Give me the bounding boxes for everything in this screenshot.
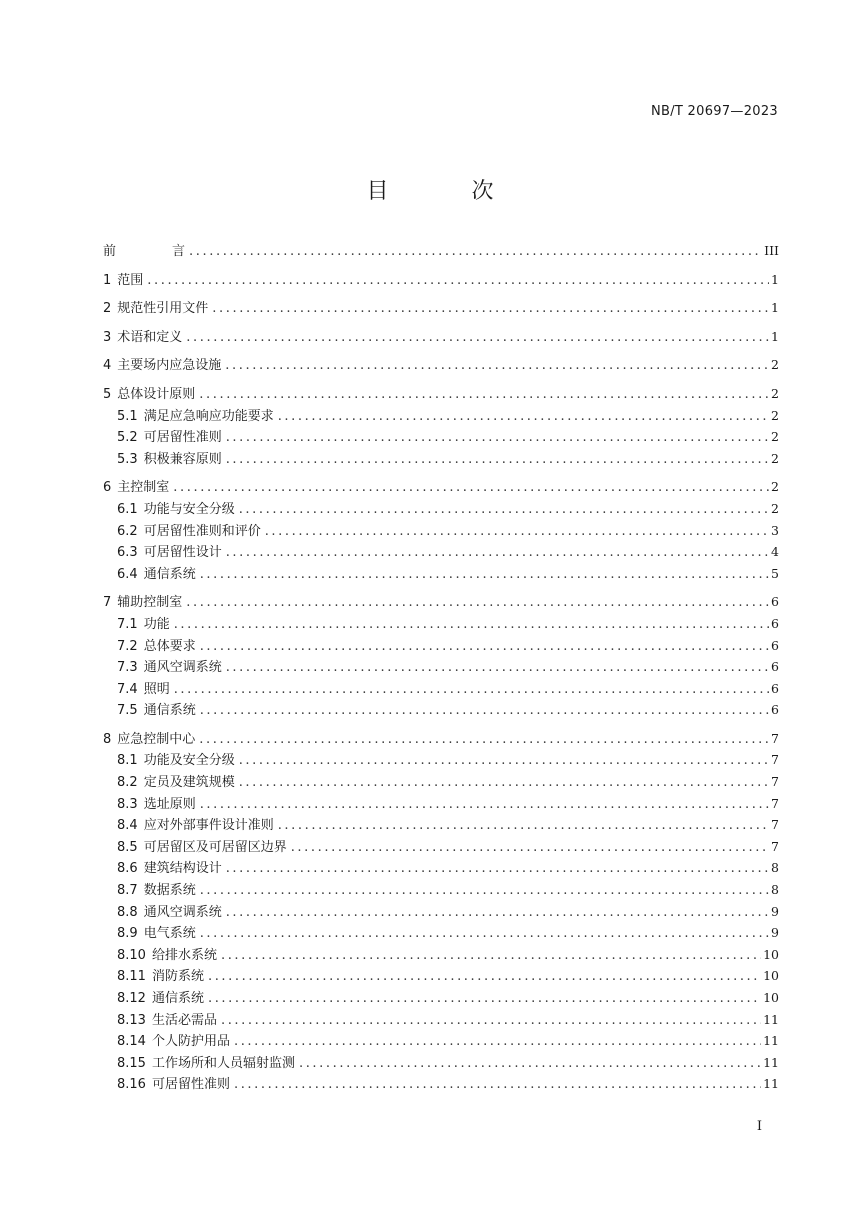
toc-leader-dots	[221, 945, 761, 966]
toc-entry-label: 通信系统	[151, 991, 204, 1006]
toc-entry[interactable]	[103, 749, 779, 771]
toc-entry-page: 7	[771, 730, 779, 746]
toc-entry[interactable]	[103, 613, 779, 635]
toc-entry-number: 5	[103, 386, 112, 402]
toc-leader-dots	[226, 542, 769, 563]
toc-leader-dots	[147, 270, 769, 291]
toc-leader-dots	[208, 966, 761, 987]
page-number: I	[756, 1119, 762, 1134]
toc-entry-page: 10	[763, 946, 779, 962]
toc-entry-page: 7	[771, 774, 779, 790]
toc-entry[interactable]	[103, 699, 779, 721]
toc-entry-label: 功能及安全分级	[143, 753, 235, 769]
toc-leader-dots	[226, 657, 769, 678]
toc-entry-label: 积极兼容原则	[143, 451, 222, 467]
toc-entry-number: 5.3	[117, 451, 138, 467]
toc-entry-page: 6	[771, 615, 779, 631]
toc-entry-label: 给排水系统	[151, 947, 217, 963]
toc-entry-label: 术语和定义	[117, 329, 183, 345]
toc-leader-dots	[225, 355, 769, 376]
toc-entry[interactable]	[103, 520, 779, 542]
toc-entry[interactable]	[103, 354, 779, 376]
toc-leader-dots	[208, 988, 761, 1009]
toc-entry[interactable]	[103, 793, 779, 815]
toc-entry[interactable]	[103, 965, 779, 987]
toc-entry-page: 10	[763, 990, 779, 1005]
toc-leader-dots	[173, 477, 769, 498]
toc-entry-label: 功能	[143, 616, 170, 632]
toc-entry-page: 4	[771, 544, 779, 560]
toc-entry-number: 6.2	[117, 523, 138, 539]
toc-entry-page: 9	[771, 925, 779, 941]
toc-entry[interactable]	[103, 498, 779, 520]
toc-entry-label: 生活必需品	[151, 1012, 217, 1028]
toc-entry[interactable]	[103, 901, 779, 923]
toc-entry-page: 1	[771, 328, 779, 344]
toc-leader-dots	[200, 636, 769, 657]
toc-entry-number: 8.11	[117, 969, 146, 985]
toc-entry[interactable]	[103, 987, 779, 1009]
toc-entry[interactable]	[103, 879, 779, 901]
toc-leader-dots	[199, 729, 769, 750]
toc-entry-number: 8.4	[117, 818, 138, 834]
toc-leader-dots	[200, 880, 769, 901]
toc-entry[interactable]	[103, 922, 779, 944]
toc-entry-number: 7.3	[117, 660, 138, 676]
toc-entry-page: 6	[771, 659, 779, 675]
toc-entry-number: 6.4	[117, 566, 138, 582]
toc-entry-page: 2	[771, 429, 779, 445]
toc-entry-label: 建筑结构设计	[143, 861, 222, 877]
toc-entry-label: 通风空调系统	[143, 904, 222, 920]
toc-entry-number: 5.2	[117, 430, 138, 446]
toc-entry-page: 5	[771, 565, 779, 581]
toc-entry-page: 6	[771, 637, 779, 653]
toc-entry[interactable]	[103, 563, 779, 585]
toc-entry-label: 总体要求	[143, 638, 196, 654]
toc-entry-number: 3	[103, 329, 112, 345]
toc-entry-page: 2	[771, 385, 779, 401]
toc-entry-number: 7.1	[117, 616, 138, 632]
toc-entry-number: 4	[103, 358, 112, 374]
toc-leader-dots	[174, 679, 769, 700]
toc-entry[interactable]	[103, 297, 779, 319]
toc-leader-dots	[234, 1031, 761, 1052]
toc-entry-label: 可居留性准则	[143, 430, 222, 446]
toc-entry[interactable]	[103, 541, 779, 563]
toc-entry-number: 8.15	[117, 1055, 146, 1071]
toc-entry[interactable]	[103, 326, 779, 348]
toc-entry-label: 应急控制中心	[117, 731, 196, 747]
toc-entry-label: 应对外部事件设计准则	[143, 818, 274, 834]
toc-entry-page: 7	[771, 752, 779, 768]
toc-leader-dots	[239, 499, 769, 520]
toc-entry-page: 6	[771, 702, 779, 718]
toc-entry[interactable]	[103, 678, 779, 700]
toc-entry-page: 11	[763, 1054, 779, 1070]
document-code: NB/T 20697—2023	[650, 104, 778, 119]
toc-entry-page: 1	[771, 300, 779, 316]
toc-entry-number: 8.5	[117, 839, 138, 855]
toc-entry-number: 8.3	[117, 796, 138, 812]
toc-entry-number: 8.7	[117, 883, 138, 899]
toc-entry[interactable]	[103, 836, 779, 858]
toc-entry-page: 7	[771, 838, 779, 854]
toc-leader-dots	[189, 241, 762, 262]
toc-leader-dots	[226, 902, 769, 923]
toc-entry-number: 7.2	[117, 638, 138, 654]
toc-entry-label: 数据系统	[143, 883, 196, 899]
toc-entry-page: 8	[771, 860, 779, 876]
toc-entry-page: 8	[771, 882, 779, 898]
toc-leader-dots	[200, 794, 769, 815]
toc-entry[interactable]	[103, 240, 779, 262]
toc-leader-dots	[234, 1074, 761, 1095]
toc-entry-number: 6.3	[117, 545, 138, 561]
toc-leader-dots	[291, 837, 769, 858]
toc-leader-dots	[212, 298, 769, 319]
toc-leader-dots	[278, 406, 769, 427]
toc-entry[interactable]	[103, 771, 779, 793]
toc-entry-page: 10	[763, 968, 779, 984]
toc-leader-dots	[226, 449, 769, 470]
toc-entry[interactable]	[103, 1052, 779, 1074]
toc-entry-page: 3	[771, 522, 779, 538]
toc-entry-label: 通信系统	[143, 703, 196, 719]
toc-entry-number: 前	[103, 244, 117, 259]
toc-leader-dots	[226, 858, 769, 879]
toc-entry-label: 可居留性设计	[143, 545, 222, 561]
toc-entry[interactable]	[103, 656, 779, 678]
toc-entry[interactable]	[103, 857, 779, 879]
toc-entry-page: 9	[771, 903, 779, 919]
toc-entry[interactable]	[103, 728, 779, 750]
toc-entry[interactable]	[103, 383, 779, 405]
toc-leader-dots	[299, 1053, 761, 1074]
toc-leader-dots	[200, 564, 769, 585]
toc-leader-dots	[221, 1010, 761, 1031]
toc-entry-number: 7.5	[117, 703, 138, 719]
toc-entry-label: 可居留性准则和评价	[143, 523, 261, 539]
toc-entry[interactable]	[103, 1009, 779, 1031]
toc-entry-number: 8.8	[117, 904, 138, 920]
toc-entry[interactable]	[103, 476, 779, 498]
toc-entry-label: 言	[172, 244, 186, 259]
toc-entry-page: 7	[771, 817, 779, 833]
toc-entry-number: 8.13	[117, 1012, 146, 1028]
toc-entry[interactable]	[103, 814, 779, 836]
toc-entry-page: 11	[763, 1011, 779, 1027]
toc-entry-label: 总体设计原则	[117, 386, 196, 402]
toc-entry-label: 定员及建筑规模	[143, 775, 235, 791]
toc-entry-number: 8.6	[117, 861, 138, 877]
toc-leader-dots	[199, 384, 769, 405]
toc-entry-number: 6.1	[117, 501, 138, 517]
toc-entry-page: 6	[771, 680, 779, 696]
toc-entry[interactable]	[103, 1073, 779, 1095]
toc-entry-number: 7	[103, 595, 112, 611]
toc-entry-label: 照明	[143, 681, 170, 697]
toc-leader-dots	[186, 592, 769, 613]
toc-entry[interactable]	[103, 1030, 779, 1052]
toc-entry[interactable]	[103, 944, 779, 966]
toc-entry-number: 8.9	[117, 926, 138, 942]
toc-entry-label: 通风空调系统	[143, 660, 222, 676]
toc-entry-label: 可居留性准则	[151, 1077, 230, 1093]
toc-entry-label: 规范性引用文件	[117, 301, 209, 317]
toc-entry-label: 通信系统	[143, 566, 196, 582]
toc-entry-label: 电气系统	[143, 926, 196, 942]
toc-entry[interactable]	[103, 448, 779, 470]
toc-entry-page: III	[764, 243, 779, 258]
toc-entry-label: 个人防护用品	[151, 1034, 230, 1050]
toc-entry[interactable]	[103, 426, 779, 448]
toc-entry-label: 可居留区及可居留区边界	[143, 839, 287, 855]
toc-entry-label: 满足应急响应功能要求	[143, 408, 274, 424]
toc-entry-number: 8	[103, 731, 112, 747]
toc-entry[interactable]	[103, 405, 779, 427]
toc-entry-number: 2	[103, 301, 112, 317]
toc-entry-number: 6	[103, 480, 112, 496]
toc-entry-label: 主控制室	[117, 480, 170, 496]
toc-entry-number: 1	[103, 272, 112, 288]
toc-entry[interactable]	[103, 269, 779, 291]
toc-entry-number: 5.1	[117, 408, 138, 424]
toc-entry-page: 2	[771, 450, 779, 466]
toc-leader-dots	[239, 772, 769, 793]
toc-leader-dots	[239, 750, 769, 771]
toc-entry[interactable]	[103, 635, 779, 657]
toc-leader-dots	[278, 815, 769, 836]
toc-entry-label: 功能与安全分级	[143, 501, 235, 517]
toc-leader-dots	[200, 923, 769, 944]
toc-entry-page: 7	[771, 795, 779, 811]
toc-entry[interactable]	[103, 591, 779, 613]
toc-entry-number: 7.4	[117, 681, 138, 697]
toc-entry-number: 8.2	[117, 775, 138, 791]
toc-entry-page: 11	[763, 1033, 779, 1049]
toc-entry-page: 11	[763, 1076, 779, 1092]
toc-entry-page: 1	[771, 271, 779, 287]
toc-entry-label: 工作场所和人员辐射监测	[151, 1055, 295, 1071]
toc-entry-number: 8.16	[117, 1077, 146, 1093]
toc-entry-page: 6	[771, 594, 779, 610]
toc-entry-label: 主要场内应急设施	[117, 358, 222, 374]
toc-leader-dots	[174, 614, 769, 635]
page-title: 目 次	[366, 179, 532, 204]
toc-leader-dots	[226, 427, 769, 448]
toc-entry-page: 2	[771, 479, 779, 495]
toc-entry-label: 辅助控制室	[117, 595, 183, 611]
toc-entry-number: 8.12	[117, 991, 146, 1006]
table-of-contents	[103, 240, 779, 1095]
toc-leader-dots	[265, 521, 769, 542]
toc-entry-number: 8.14	[117, 1034, 146, 1050]
toc-entry-number: 8.10	[117, 947, 146, 963]
toc-entry-label: 范围	[117, 272, 144, 288]
toc-leader-dots	[200, 700, 769, 721]
toc-leader-dots	[186, 327, 769, 348]
toc-entry-page: 2	[771, 500, 779, 516]
toc-entry-number: 8.1	[117, 753, 138, 769]
toc-entry-page: 2	[771, 407, 779, 423]
toc-entry-page: 2	[771, 357, 779, 373]
toc-entry-label: 消防系统	[151, 969, 204, 985]
toc-entry-label: 选址原则	[143, 796, 196, 812]
